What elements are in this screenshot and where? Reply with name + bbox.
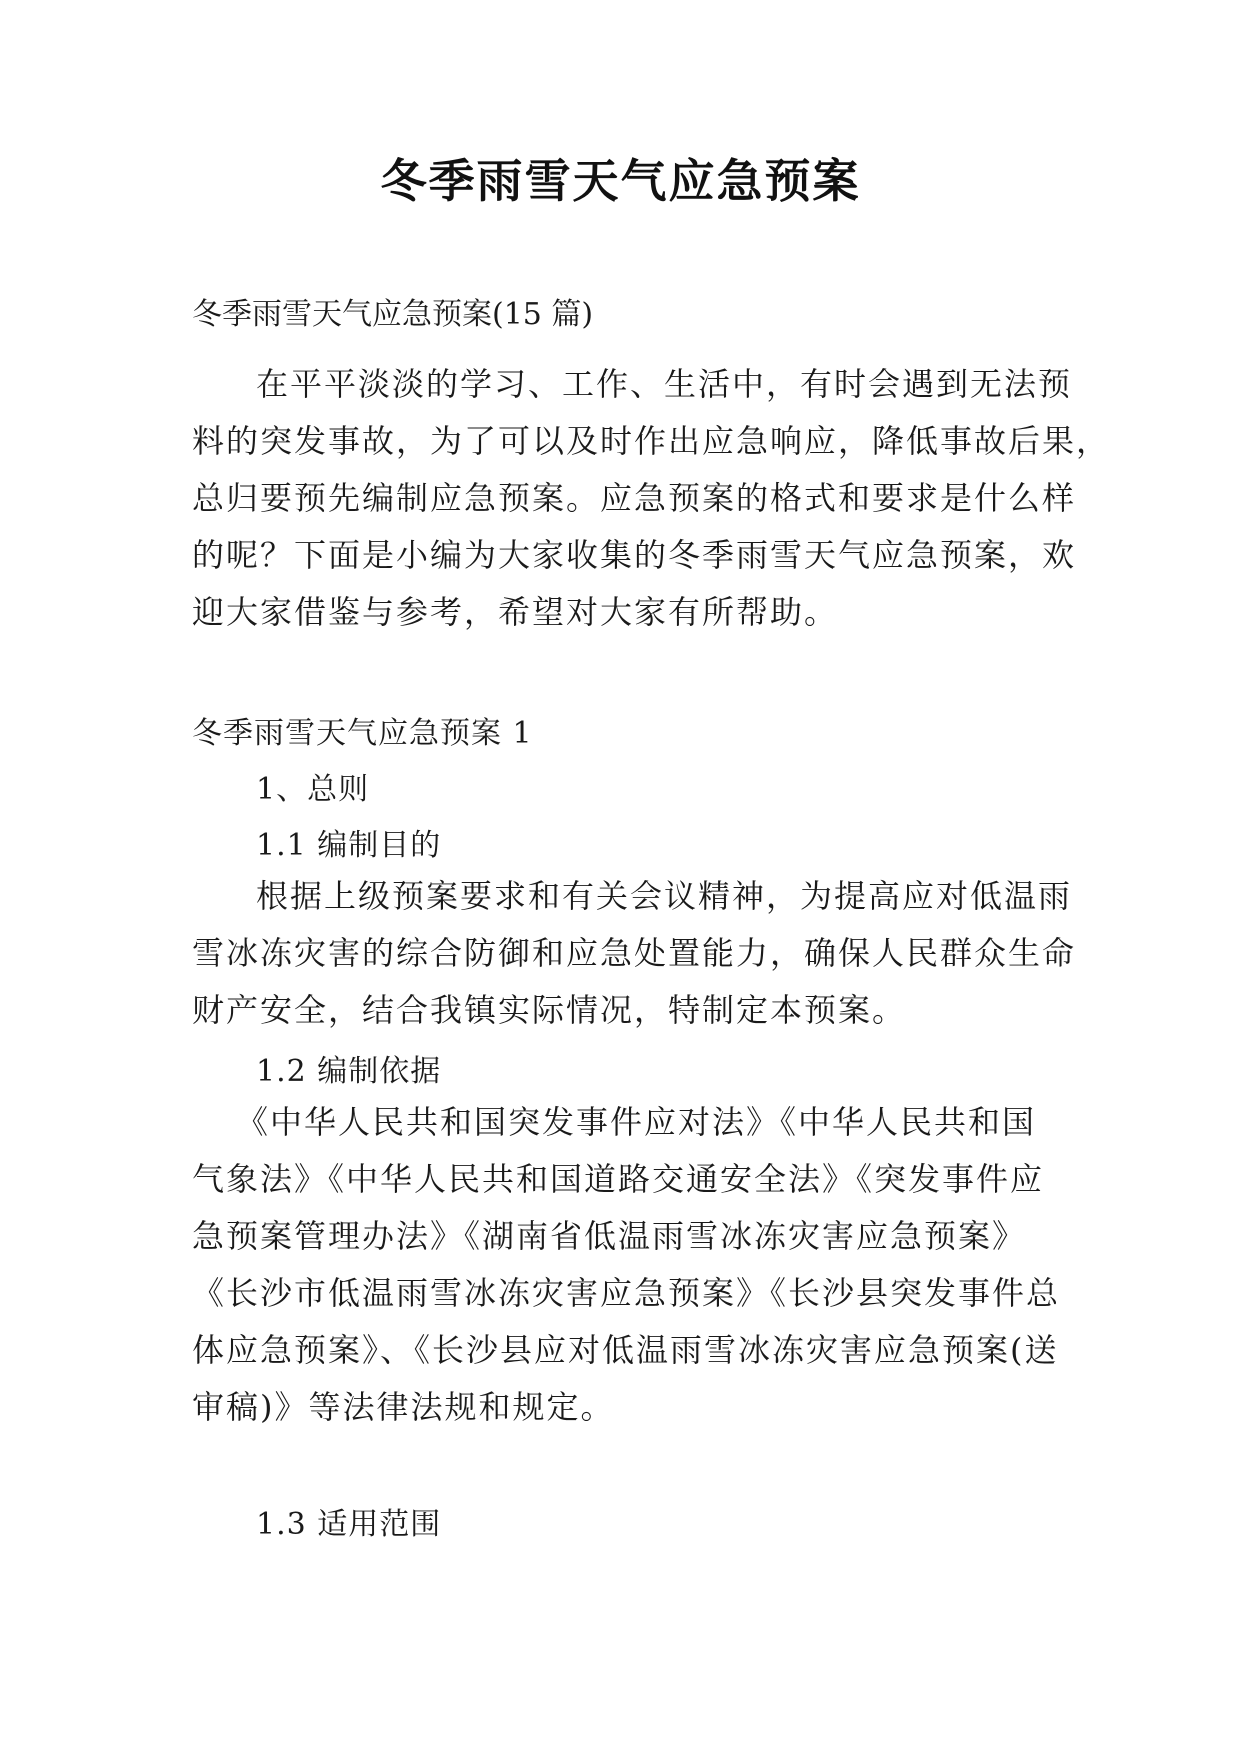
basis-line: 《长沙市低温雨雪冰冻灾害应急预案》《长沙县突发事件总 (192, 1274, 1061, 1312)
intro-line: 在平平淡淡的学习、工作、生活中，有时会遇到无法预 (256, 365, 1073, 403)
section-heading: 冬季雨雪天气应急预案 1 (192, 716, 533, 751)
intro-line: 总归要预先编制应急预案。应急预案的格式和要求是什么样 (192, 479, 1077, 517)
intro-paragraph (192, 356, 1111, 641)
basis-paragraph (192, 1094, 1061, 1436)
intro-line: 迎大家借鉴与参考，希望对大家有所帮助。 (192, 593, 839, 631)
basis-line: 审稿)》等法律法规和规定。 (192, 1388, 615, 1426)
document-title: 冬季雨雪天气应急预案 (380, 154, 861, 208)
heading-purpose: 1.1 编制目的 (256, 828, 442, 863)
heading-scope: 1.3 适用范围 (256, 1507, 442, 1542)
purpose-line: 雪冰冻灾害的综合防御和应急处置能力，确保人民群众生命 (192, 934, 1077, 972)
basis-line: 《中华人民共和国突发事件应对法》《中华人民共和国 (236, 1103, 1037, 1141)
basis-line: 气象法》《中华人民共和国道路交通安全法》《突发事件应 (192, 1160, 1045, 1198)
basis-line: 急预案管理办法》《湖南省低温雨雪冰冻灾害应急预案》 (192, 1217, 1027, 1255)
document-subtitle: 冬季雨雪天气应急预案(15 篇) (192, 297, 594, 332)
heading-basis: 1.2 编制依据 (256, 1054, 442, 1089)
basis-line: 体应急预案》、《长沙县应对低温雨雪冰冻灾害应急预案(送 (192, 1331, 1059, 1369)
heading-general: 1、总则 (256, 772, 370, 807)
purpose-line: 根据上级预案要求和有关会议精神，为提高应对低温雨 (256, 877, 1073, 915)
purpose-line: 财产安全，结合我镇实际情况，特制定本预案。 (192, 991, 907, 1029)
purpose-paragraph (192, 868, 1077, 1039)
intro-line: 的呢？下面是小编为大家收集的冬季雨雪天气应急预案，欢 (192, 536, 1077, 574)
intro-line: 料的突发事故，为了可以及时作出应急响应，降低事故后果， (192, 422, 1111, 460)
